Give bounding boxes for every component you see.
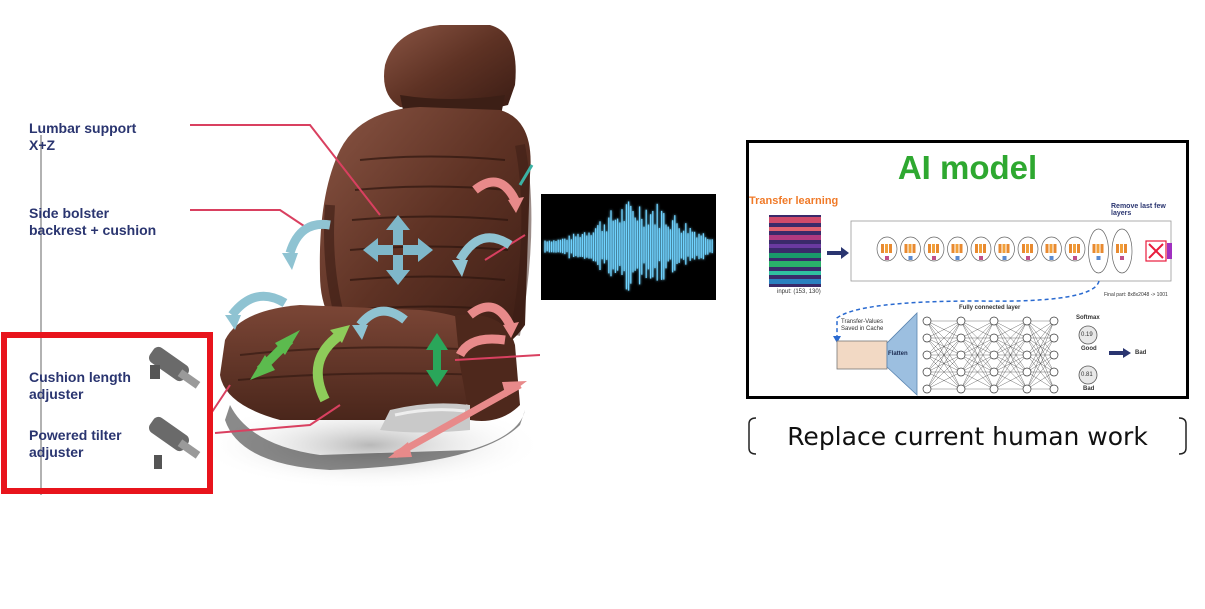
transfer-learning-label: Transfer learning — [749, 195, 839, 207]
caption-text: Replace current human work — [787, 422, 1148, 451]
ai-model-title: AI model — [897, 149, 1038, 186]
ai-model-panel — [746, 140, 1189, 399]
seat-diagram — [0, 25, 540, 495]
output-good-label: Good — [1081, 346, 1097, 352]
flatten-label: Flatten — [888, 351, 908, 357]
transfer-values-label: Transfer-Values Saved in Cache — [841, 319, 884, 332]
final-part-label: Final part: 8x8x2048 -> 1001 — [1104, 292, 1168, 298]
actuator-icon-2 — [147, 415, 201, 469]
audio-waveform — [541, 194, 716, 300]
cushion-length-label: Cushion length adjuster — [29, 369, 131, 402]
caption — [746, 416, 1189, 456]
remove-layers-label: Remove last few layers — [1111, 203, 1166, 217]
lumbar-label: Lumbar support X+Z — [29, 120, 137, 153]
spectrogram-input — [769, 215, 821, 287]
input-shape-label: input: (153, 130) — [777, 289, 821, 295]
bolster-label: Side bolster backrest + cushion — [29, 205, 157, 238]
remove-layers-mark — [1146, 241, 1172, 261]
fully-connected-label: Fully connected layer — [959, 305, 1021, 311]
result-label: Bad — [1135, 350, 1147, 356]
output-bad-label: Bad — [1083, 386, 1095, 392]
ai-architecture-diagram — [749, 143, 1186, 396]
transfer-values-cache — [837, 341, 887, 369]
output-good-value: 0.19 — [1081, 332, 1093, 338]
actuator-icon-1 — [147, 345, 201, 389]
softmax-label: Softmax — [1076, 315, 1100, 321]
seat-illustration — [0, 25, 540, 495]
highlight-box — [4, 335, 210, 491]
waveform-graphic — [541, 194, 716, 300]
output-bad-value: 0.81 — [1081, 372, 1093, 378]
tilter-label: Powered tilter adjuster — [29, 427, 122, 460]
